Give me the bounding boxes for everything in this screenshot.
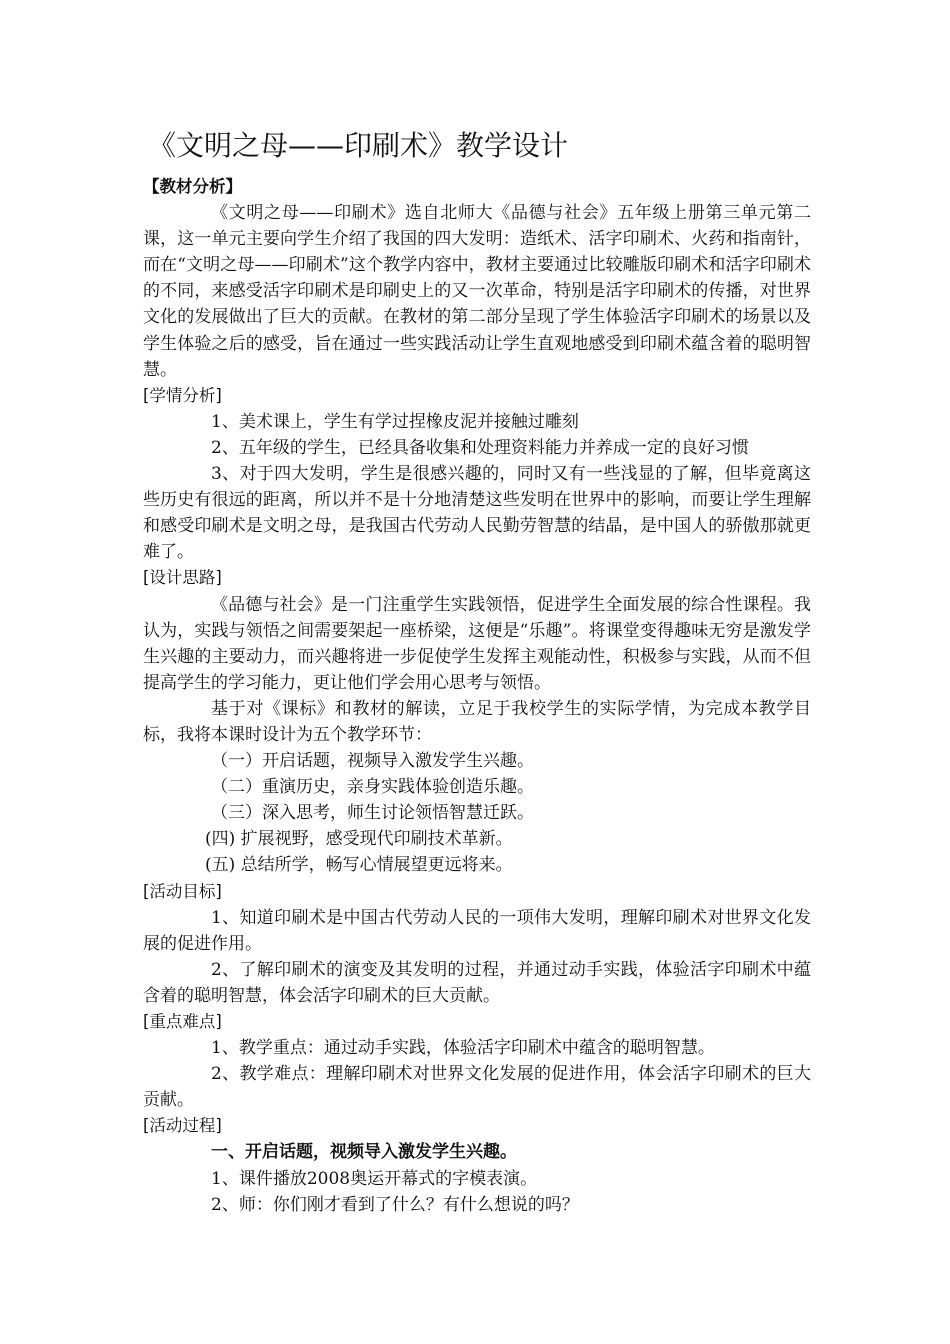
process-item-1: 1、课件播放2008奥运开幕式的字模表演。 [211,1168,538,1189]
keypoints-item-2: 2、教学难点：理解印刷术对世界文化发展的促进作用，体会活字印刷术的巨大贡献。 [143,1064,811,1111]
section-heading-keypoints: [重点难点] [143,1012,222,1031]
learners-item-1: 1、美术课上，学生有学过捏橡皮泥并接触过雕刻 [211,411,579,432]
document-body [143,174,811,1218]
design-step-4: (四) 扩展视野，感受现代印刷技术革新。 [205,829,513,850]
design-paragraph-1: 《品德与社会》是一门注重学生实践领悟，促进学生全面发展的综合性课程。我认为，实践与领悟之间需要架起一座桥梁，这便是“乐趣”。将课堂变得趣味无穷是激发学生兴趣的主要动力，而兴趣将进一步促使学生发挥主观能动性，积极参与实践，从而不但提高学生的学习能力，更让他们学会用心思考与领悟。 [143,594,811,693]
design-paragraph-2: 基于对《课标》和教材的解读，立足于我校学生的实际学情，为完成本教学目标，我将本课时设计为五个教学环节： [143,698,811,745]
learners-item-3: 3、对于四大发明，学生是很感兴趣的，同时又有一些浅显的了解，但毕竟离这些历史有很远的距离，所以并不是十分地清楚这些发明在世界中的影响，而要让学生理解和感受印刷术是文明之母，是我国古代劳动人民勤劳智慧的结晶，是中国人的骄傲那就更难了。 [143,464,811,563]
section-heading-process: [活动过程] [143,1116,222,1136]
analysis-paragraph: 《文明之母——印刷术》选自北师大《品德与社会》五年级上册第三单元第二课，这一单元主要向学生介绍了我国的四大发明：造纸术、活字印刷术、火药和指南针，而在“文明之母——印刷术”这个教学内容中，教材主要通过比较雕版印刷术和活字印刷术的不同，来感受活字印刷术是印刷史上的又一次革命，特别是活字印刷术的传播，对世界文化的发展做出了巨大的贡献。在教材的第二部分呈现了学生体验活字印刷术的场景以及学生体验之后的感受，旨在通过一些实践活动让学生直观地感受到印刷术蕴含着的聪明智慧。 [143,203,811,380]
design-step-5: (五) 总结所学，畅写心情展望更远将来。 [205,855,513,876]
process-subheading: 一、开启话题，视频导入激发学生兴趣。 [211,1142,517,1163]
section-heading-goals: [活动目标] [143,881,222,901]
keypoints-item-1: 1、教学重点：通过动手实践，体验活字印刷术中蕴含的聪明智慧。 [211,1038,715,1059]
design-step-2: （二）重演历史，亲身实践体验创造乐趣。 [211,777,534,798]
section-heading-analysis: 【教材分析】 [143,177,242,196]
goals-item-2: 2、了解印刷术的演变及其发明的过程，并通过动手实践，体验活字印刷术中蕴含着的聪明智慧，体会活字印刷术的巨大贡献。 [143,959,811,1006]
section-heading-design: [设计思路] [143,568,222,588]
design-step-3: （三）深入思考，师生讨论领悟智慧迁跃。 [211,803,534,824]
learners-item-2: 2、五年级的学生，已经具备收集和处理资料能力并养成一定的良好习惯 [211,437,749,458]
section-heading-learners: [学情分析] [143,385,222,405]
design-step-1: （一）开启话题，视频导入激发学生兴趣。 [211,751,534,772]
document-title: 《文明之母——印刷术》教学设计 [148,129,569,162]
goals-item-1: 1、知道印刷术是中国古代劳动人民的一项伟大发明，理解印刷术对世界文化发展的促进作用。 [143,907,811,954]
process-item-2: 2、师：你们刚才看到了什么？有什么想说的吗？ [211,1194,579,1215]
